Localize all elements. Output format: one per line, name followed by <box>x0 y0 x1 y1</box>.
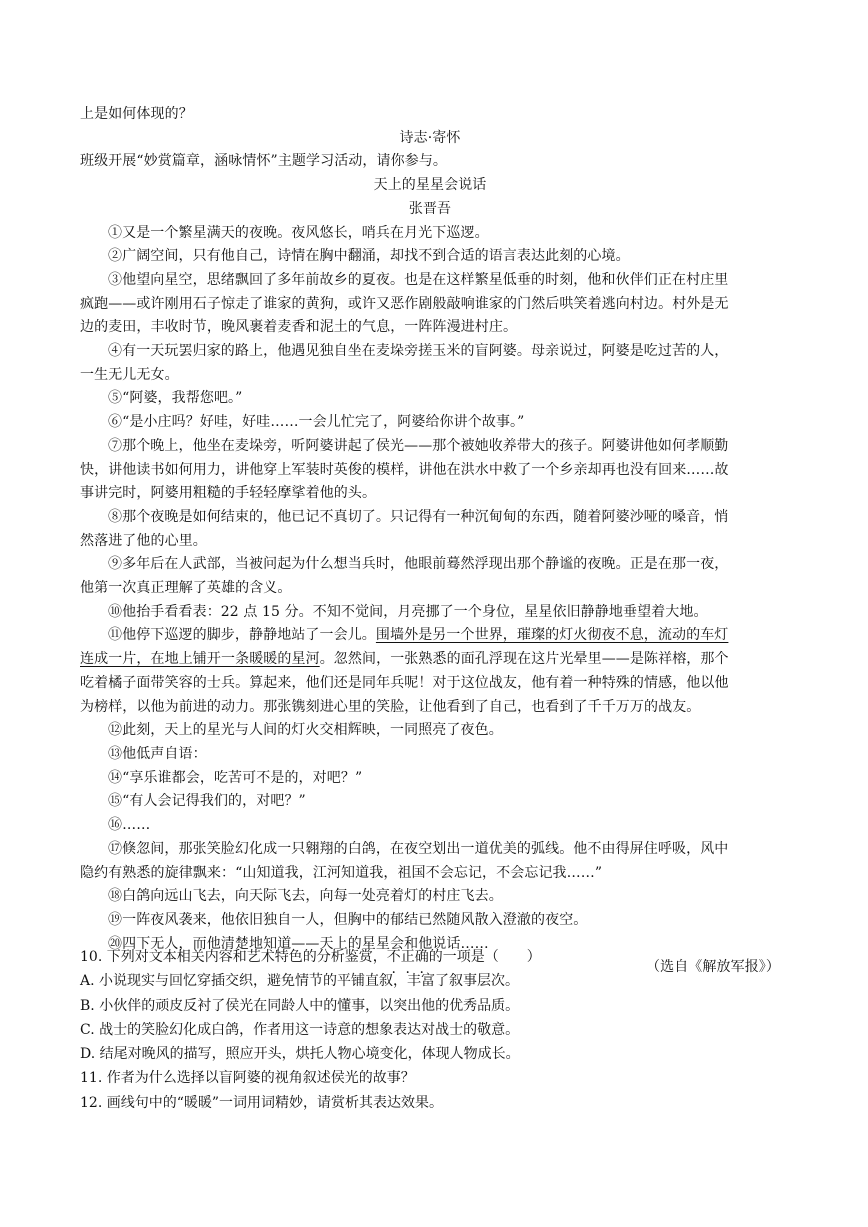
article-title: 天上的星星会说话 <box>373 177 487 194</box>
underlined-sentence-cont: 连成一片，在地上铺开一条暖暖的星河 <box>80 651 320 668</box>
lead-line: 上是如何体现的？ <box>80 106 193 122</box>
question-10-stem: 10. 下列对文本相关内容和艺术特色的分析鉴赏， <box>80 949 387 965</box>
paragraph-4-cont: 一生无儿无女。 <box>80 366 179 383</box>
option-d: D. 结尾对晚风的描写，照应开头，烘托人物心境变化，体现人物成长。 <box>80 1046 520 1063</box>
paragraph-18: ⑱白鸽向远山飞去，向天际飞去，向每一处亮着灯的村庄飞去。 <box>108 888 503 905</box>
paragraph-7-cont: 事讲完时，阿婆用粗糙的手轻轻摩挲着他的头。 <box>80 485 377 502</box>
paragraph-2: ②广阔空间，只有他自己，诗情在胸中翻涌，却找不到合适的语言表达此刻的心境。 <box>108 248 630 265</box>
paragraph-4: ④有一天玩罢归家的路上，他遇见独自坐在麦垛旁搓玉米的盲阿婆。母亲说过，阿婆是吃过苦的人， <box>108 343 729 360</box>
question-10-tail: 的一项是（ ） <box>428 949 541 965</box>
paragraph-10: ⑩他抬手看看表：22 点 15 分。不知不觉间，月亮挪了一个身位，星星依旧静静地垂望着大地。 <box>108 603 708 620</box>
emphasis-char: 确 <box>414 949 429 965</box>
paragraph-9: ⑨多年后在人武部，当被问起为什么想当兵时，他眼前蓦然浮现出那个静谧的夜晚。正是在那一夜， <box>108 556 729 573</box>
paragraph-11-cont: 为榜样，以他为前进的动力。那张镌刻进心里的笑脸，让他看到了自己，也看到了千千万万的战友。 <box>80 698 701 715</box>
paragraph-12: ⑫此刻，天上的星光与人间的灯火交相辉映，一同照亮了夜色。 <box>108 722 503 739</box>
paragraph-6: ⑥“是小庄吗？好哇，好哇……一会儿忙完了，阿婆给你讲个故事。” <box>108 414 525 431</box>
paragraph-8: ⑧那个夜晚是如何结束的，他已记不真切了。只记得有一种沉甸甸的东西，随着阿婆沙哑的嗓音，悄 <box>108 508 729 525</box>
paragraph-11-text: 。忽然间，一张熟悉的面孔浮现在这片光晕里——是陈祥榕，那个 <box>319 651 729 668</box>
paragraph-13: ⑬他低声自语： <box>108 745 207 762</box>
paragraph-3-cont: 边的麦田，丰收时节，晚风裹着麦香和泥土的气息，一阵阵漫进村庄。 <box>80 319 518 336</box>
paragraph-7-cont: 快，讲他读书如何用力，讲他穿上军装时英俊的模样，讲他在洪水中救了一个乡亲却再也没有回来……故 <box>80 461 729 478</box>
paragraph-16: ⑯…… <box>108 817 151 834</box>
paragraph-5: ⑤“阿婆，我帮您吧。” <box>108 390 243 407</box>
article-body <box>80 103 780 980</box>
paragraph-15: ⑮“有人会记得我们的，对吧？” <box>108 793 306 810</box>
activity-intro: 班级开展“妙赏篇章，涵咏情怀”主题学习活动，请你参与。 <box>80 153 448 170</box>
paragraph-3: ③他望向星空，思绪飘回了多年前故乡的夏夜。也是在这样繁星低垂的时刻，他和伙伴们正在村庄里 <box>108 271 729 288</box>
paragraph-11-cont: 吃着橘子面带笑容的士兵。算起来，他们还是同年兵呢！对于这位战友，他有着一种特殊的情感，他以他 <box>80 674 729 691</box>
paragraph-7: ⑦那个晚上，他坐在麦垛旁，听阿婆讲起了侯光——那个被她收养带大的孩子。阿婆讲他如何孝顺勤 <box>108 437 729 454</box>
option-c: C. 战士的笑脸幻化成白鸽，作者用这一诗意的想象表达对战士的敬意。 <box>80 1021 520 1038</box>
paragraph-8-cont: 然落进了他的心里。 <box>80 532 207 549</box>
article-source: （选自《解放军报》） <box>646 959 780 976</box>
questions-section <box>80 945 780 1115</box>
paragraph-17-cont: 隐约有熟悉的旋律飘来：“山知道我，江河知道我，祖国不会忘记，不会忘记我……” <box>80 864 603 881</box>
question-11: 11. 作者为什么选择以盲阿婆的视角叙述侯光的故事？ <box>80 1070 415 1087</box>
option-b: B. 小伙伴的顽皮反衬了侯光在同龄人中的懂事，以突出他的优秀品质。 <box>80 997 520 1014</box>
paragraph-11-text: ⑪他停下巡逻的脚步，静静地站了一会儿。 <box>108 627 376 644</box>
paragraph-1: ①又是一个繁星满天的夜晚。夜风悠长，哨兵在月光下巡逻。 <box>108 224 489 241</box>
section-title: 诗志·寄怀 <box>399 129 461 146</box>
option-a: A. 小说现实与回忆穿插交织，避免情节的平铺直叙，丰富了叙事层次。 <box>80 973 520 990</box>
article-author: 张晋吾 <box>408 200 452 217</box>
paragraph-3-cont: 疯跑——或许刚用石子惊走了谁家的黄狗，或许又恶作剧般敲响谁家的门然后哄笑着逃向村边。村外是无 <box>80 295 729 312</box>
question-10 <box>80 945 780 969</box>
paragraph-9-cont: 他第一次真正理解了英雄的含义。 <box>80 580 292 597</box>
emphasis-char: 不 <box>386 949 401 965</box>
paragraph-17: ⑰倏忽间，那张笑脸幻化成一只翱翔的白鸽，在夜空划出一道优美的弧线。他不由得屏住呼吸，风中 <box>108 840 729 857</box>
paragraph-14: ⑭“享乐谁都会，吃苦可不是的，对吧？” <box>108 769 363 786</box>
emphasis-char: 正 <box>400 949 415 965</box>
paragraph-19: ⑲一阵夜风袭来，他依旧独自一人，但胸中的郁结已然随风散入澄澈的夜空。 <box>108 911 588 928</box>
paragraph-11-cont <box>80 648 780 672</box>
paragraph-11 <box>80 624 780 648</box>
paragraph-20: ⑳四下无人，而他清楚地知道——天上的星星会和他说话…… <box>108 935 489 952</box>
question-12: 12. 画线句中的“暖暖”一词用词精妙，请赏析其表达效果。 <box>80 1094 444 1111</box>
underlined-sentence: 围墙外是另一个世界，璀璨的灯火彻夜不息，流动的车灯 <box>375 627 729 644</box>
